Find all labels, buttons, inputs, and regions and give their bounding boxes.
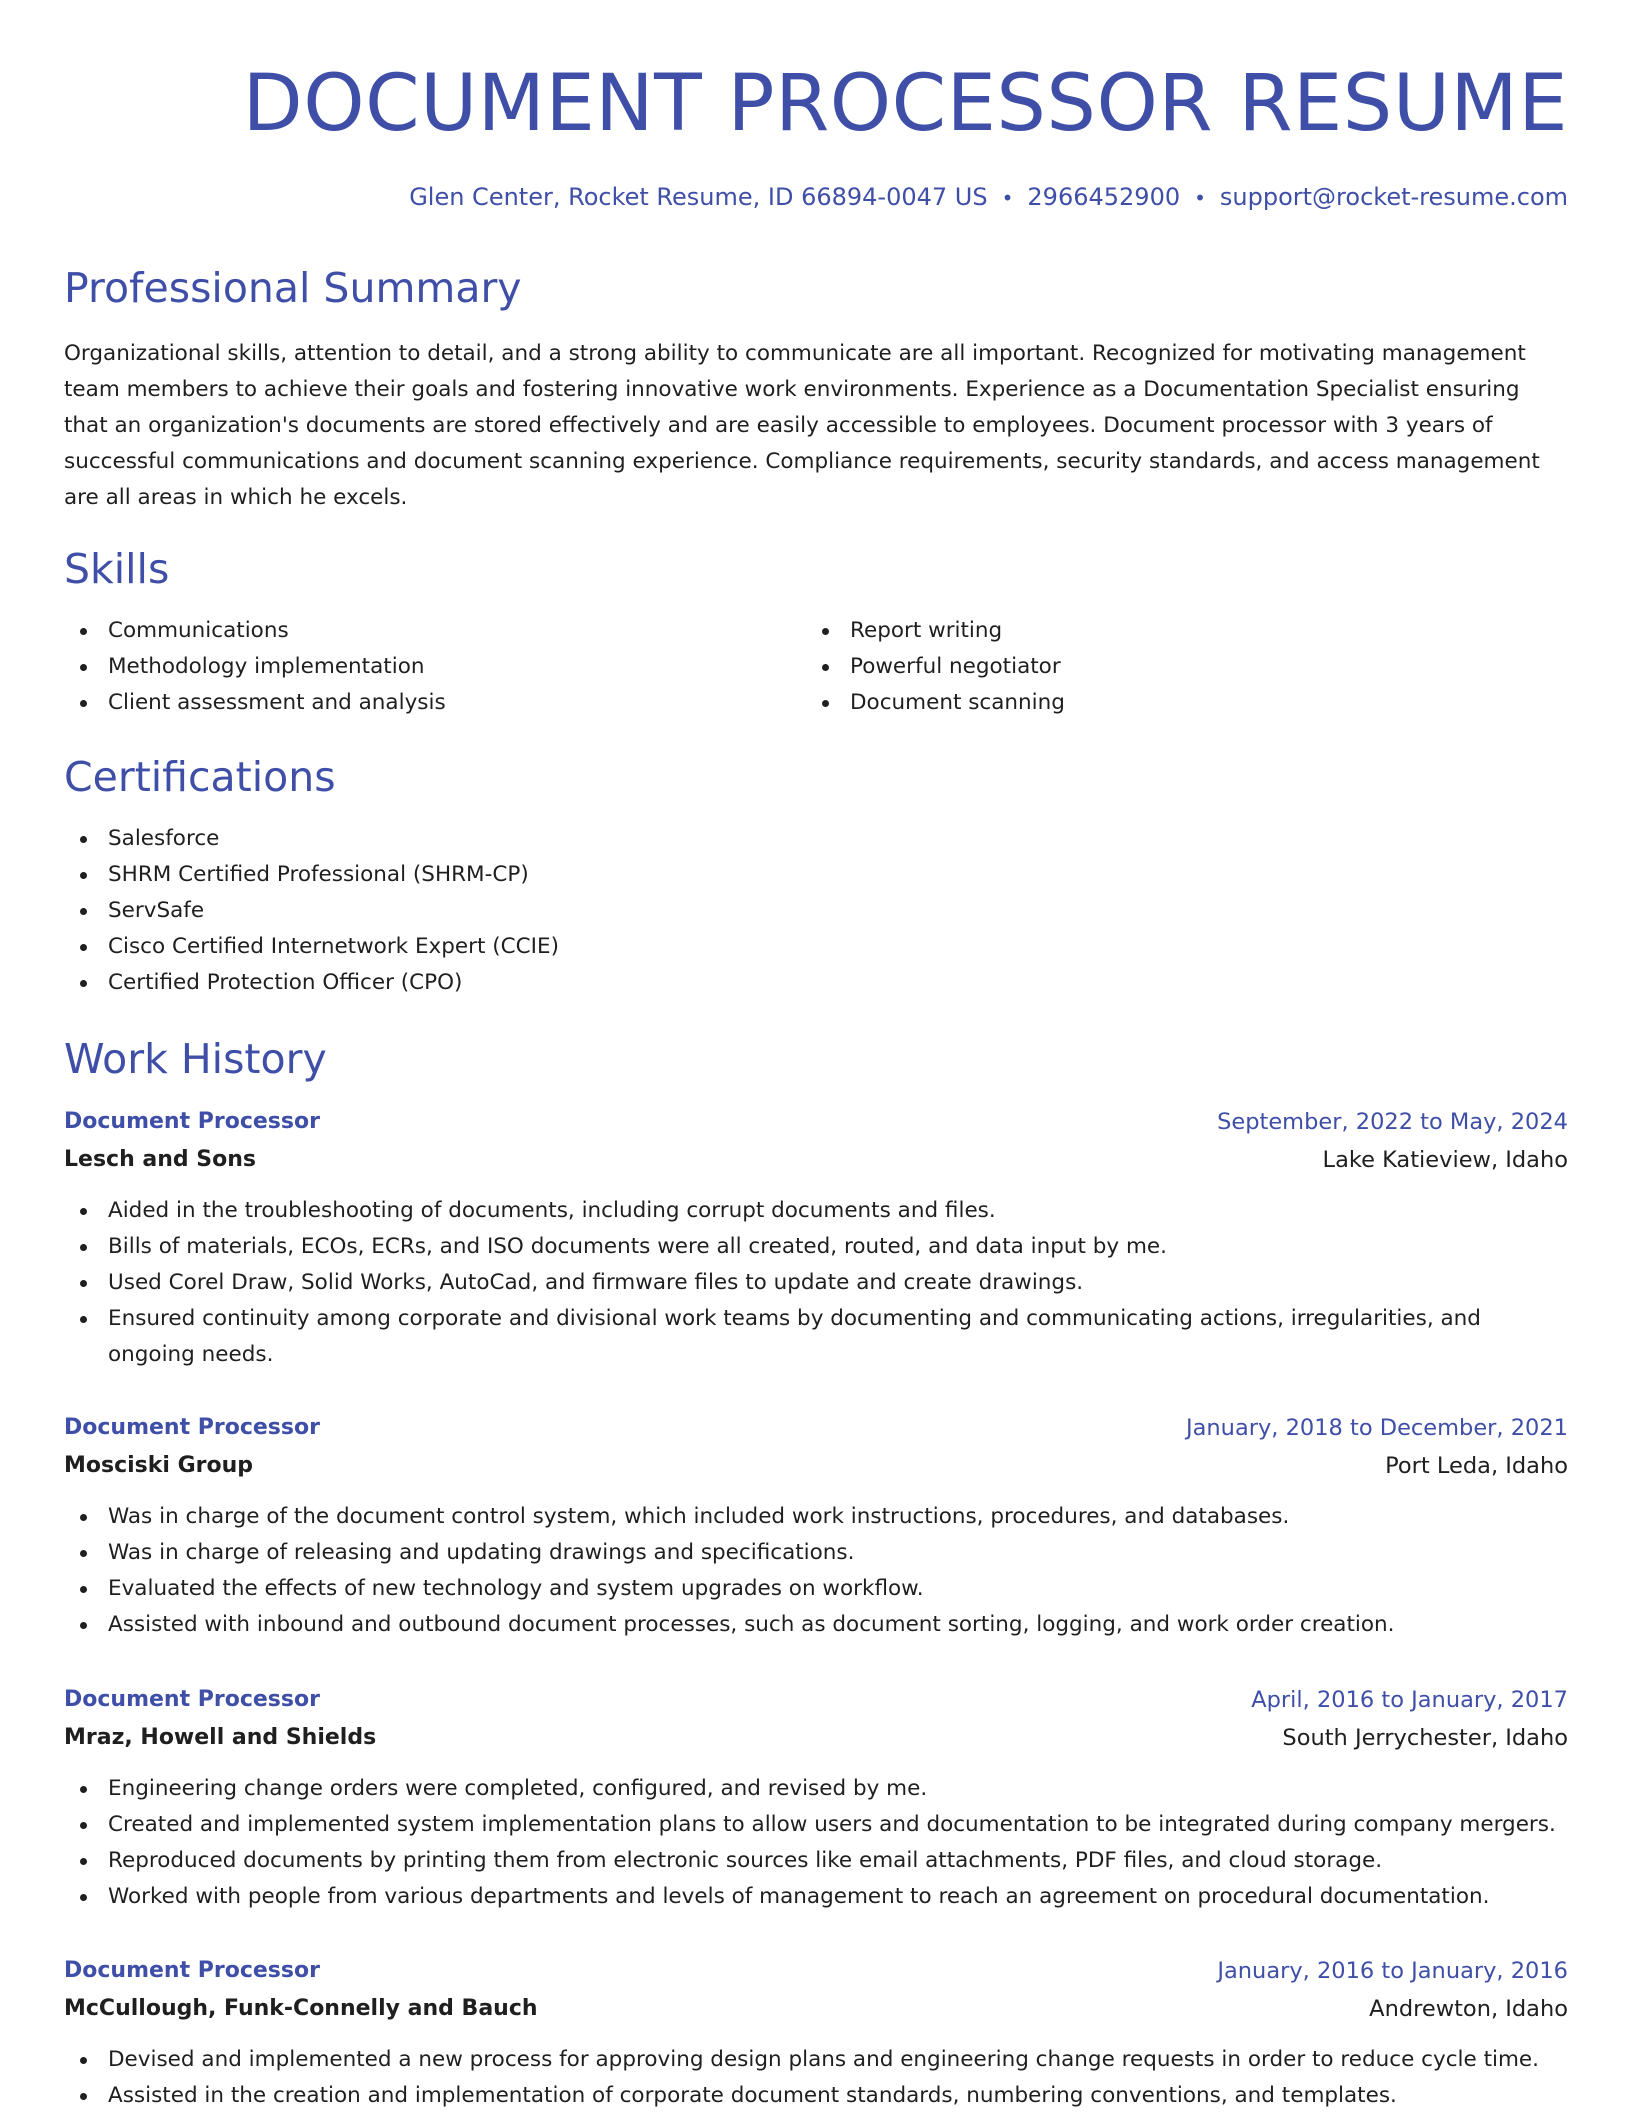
job-role: Document Processor <box>64 1687 320 1712</box>
job-bullet: Used Corel Draw, Solid Works, AutoCad, and firmware files to update and create drawings. <box>64 1265 1568 1301</box>
job-company: Lesch and Sons <box>64 1147 257 1172</box>
job-company: Mosciski Group <box>64 1453 254 1478</box>
skill-item: Methodology implementation <box>64 649 446 685</box>
job-role: Document Processor <box>64 1958 320 1983</box>
job-bullets <box>64 1499 1568 1643</box>
job-entry <box>64 1681 1568 1915</box>
job-company: McCullough, Funk-Connelly and Bauch <box>64 1996 538 2021</box>
skill-item: Powerful negotiator <box>806 649 1065 685</box>
skill-item: Communications <box>64 613 446 649</box>
job-entry <box>64 1952 1568 2112</box>
contact-separator: • <box>1194 186 1206 210</box>
summary-text: Organizational skills, attention to detail, and a strong ability to communicate are all important. Recognized for motivating management team members to achieve their goals and fostering innovative work environments. Experience as a Documentation Specialist ensuring that an organization's documents are stored effectively and are easily accessible to employees. Document processor with 3 years of successful communications and document scanning experience. Compliance requirements, security standards, and access management are all areas in which he excels. <box>64 341 1540 510</box>
certification-item: SHRM Certified Professional (SHRM-CP) <box>64 857 559 893</box>
certification-item: Certified Protection Officer (CPO) <box>64 965 559 1001</box>
skills-list-left <box>64 613 446 721</box>
job-company: Mraz, Howell and Shields <box>64 1725 377 1750</box>
job-bullet: Aided in the troubleshooting of documents, including corrupt documents and files. <box>64 1193 1568 1229</box>
work-history-heading: Work History <box>64 1035 327 1083</box>
job-bullet: Created and implemented system implementation plans to allow users and documentation to be integrated during company mergers. <box>64 1807 1568 1843</box>
job-bullet: Was in charge of the document control system, which included work instructions, procedures, and databases. <box>64 1499 1568 1535</box>
contact-email[interactable]: support@rocket-resume.com <box>1219 183 1568 211</box>
job-bullet: Devised and implemented a new process for approving design plans and engineering change requests in order to reduce cycle time. <box>64 2042 1568 2078</box>
job-dates: September, 2022 to May, 2024 <box>1217 1109 1568 1135</box>
job-bullet: Engineering change orders were completed, configured, and revised by me. <box>64 1771 1568 1807</box>
job-bullets <box>64 1193 1568 1373</box>
contact-separator: • <box>1001 186 1014 210</box>
job-location: Lake Katieview, Idaho <box>1322 1147 1568 1173</box>
summary-heading: Professional Summary <box>64 264 522 312</box>
job-dates: April, 2016 to January, 2017 <box>1251 1687 1568 1713</box>
certification-item: Salesforce <box>64 821 559 857</box>
skill-item: Client assessment and analysis <box>64 685 446 721</box>
job-entry <box>64 1409 1568 1643</box>
job-location: South Jerrychester, Idaho <box>1282 1725 1568 1751</box>
job-dates: January, 2016 to January, 2016 <box>1217 1958 1568 1984</box>
certifications-list <box>64 821 559 1001</box>
skills-list-right <box>806 613 1065 721</box>
job-bullet: Ensured continuity among corporate and divisional work teams by documenting and communicating actions, irregularities, and ongoing needs. <box>64 1301 1568 1373</box>
page-title: DOCUMENT PROCESSOR RESUME <box>242 59 1568 149</box>
job-bullets <box>64 1771 1568 1915</box>
job-bullet: Assisted in the creation and implementation of corporate document standards, numbering conventions, and templates. <box>64 2078 1568 2112</box>
skill-item: Document scanning <box>806 685 1065 721</box>
skill-item: Report writing <box>806 613 1065 649</box>
certification-item: ServSafe <box>64 893 559 929</box>
certifications-heading: Certifications <box>64 753 336 801</box>
certification-item: Cisco Certified Internetwork Expert (CCIE) <box>64 929 559 965</box>
job-location: Andrewton, Idaho <box>1369 1996 1568 2022</box>
job-bullet: Assisted with inbound and outbound document processes, such as document sorting, logging, and work order creation. <box>64 1607 1568 1643</box>
job-bullet: Was in charge of releasing and updating drawings and specifications. <box>64 1535 1568 1571</box>
job-entry <box>64 1103 1568 1373</box>
job-bullet: Evaluated the effects of new technology and system upgrades on workflow. <box>64 1571 1568 1607</box>
job-bullets <box>64 2042 1568 2112</box>
job-dates: January, 2018 to December, 2021 <box>1186 1415 1568 1441</box>
skills-heading: Skills <box>64 545 170 593</box>
job-role: Document Processor <box>64 1109 320 1134</box>
contact-address: Glen Center, Rocket Resume, ID 66894-0047 US <box>409 183 988 211</box>
job-bullet: Reproduced documents by printing them from electronic sources like email attachments, PDF files, and cloud storage. <box>64 1843 1568 1879</box>
job-location: Port Leda, Idaho <box>1385 1453 1568 1479</box>
job-role: Document Processor <box>64 1415 320 1440</box>
job-bullet: Worked with people from various departments and levels of management to reach an agreement on procedural documentation. <box>64 1879 1568 1915</box>
contact-line <box>409 180 1568 215</box>
contact-phone[interactable]: 2966452900 <box>1027 183 1181 211</box>
job-bullet: Bills of materials, ECOs, ECRs, and ISO documents were all created, routed, and data input by me. <box>64 1229 1568 1265</box>
